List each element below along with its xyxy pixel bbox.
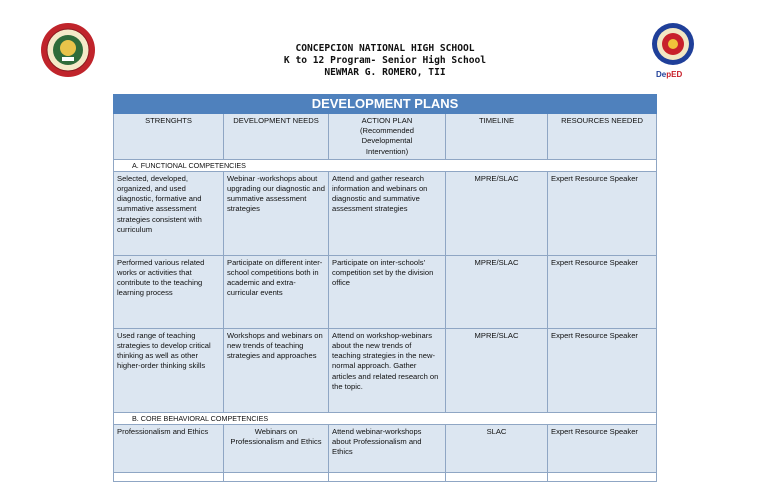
col-header-resources: RESOURCES NEEDED [548, 114, 657, 160]
section-row-core-behavioral [114, 412, 657, 424]
section-label-functional: A. FUNCTIONAL COMPETENCIES [114, 159, 657, 171]
cell-action: Participate on inter-schools' competition set by the division office [329, 255, 446, 328]
cell-resources: Expert Resource Speaker [548, 171, 657, 255]
cell-need: Participate on different inter-school competitions both in academic and extra-curricular events [224, 255, 329, 328]
program-name: K to 12 Program- Senior High School [283, 55, 487, 66]
cell-need: Workshops and webinars on new trends of teaching strategies and approaches [224, 328, 329, 412]
table-header-row [114, 114, 657, 160]
table-title-row [114, 95, 657, 114]
col-header-strengths: STRENGHTS [114, 114, 224, 160]
document-header [230, 43, 540, 79]
cell-action: Attend on workshop-webinars about the new trends of teaching strategies in the new-normal approach. Gather articles and related research on the topic. [329, 328, 446, 412]
table-row [114, 171, 657, 255]
cell-resources: Expert Resource Speaker [548, 424, 657, 472]
table-title: DEVELOPMENT PLANS [114, 95, 657, 114]
empty-row [114, 472, 657, 481]
cell-strength: Selected, developed, organized, and used diagnostic, formative and summative assessment strategies consistent with curriculum [114, 171, 224, 255]
cell-resources: Expert Resource Speaker [548, 255, 657, 328]
school-seal-logo [40, 22, 96, 78]
section-label-core-behavioral: B. CORE BEHAVIORAL COMPETENCIES [114, 412, 657, 424]
col-header-development-needs: DEVELOPMENT NEEDS [224, 114, 329, 160]
section-row-functional [114, 159, 657, 171]
cell-need: Webinar -workshops about upgrading our diagnostic and summative assessment strategies [224, 171, 329, 255]
col-header-timeline: TIMELINE [446, 114, 548, 160]
cell-strength: Used range of teaching strategies to develop critical thinking as well as other higher-order thinking skills [114, 328, 224, 412]
cell-strength: Professionalism and Ethics [114, 424, 224, 472]
deped-seal-icon [648, 22, 698, 68]
teacher-name: NEWMAR G. ROMERO, TII [324, 67, 446, 78]
development-plans-table [113, 94, 657, 482]
deped-wordmark [656, 70, 682, 79]
cell-need: Webinars on Professionalism and Ethics [224, 424, 329, 472]
table-row [114, 328, 657, 412]
cell-timeline: SLAC [446, 424, 548, 472]
school-name: CONCEPCION NATIONAL HIGH SCHOOL [295, 43, 475, 54]
cell-resources: Expert Resource Speaker [548, 328, 657, 412]
empty-cell [446, 472, 548, 481]
col-header-action-plan: ACTION PLAN (Recommended Developmental Intervention) [329, 114, 446, 160]
table-row [114, 255, 657, 328]
deped-wordmark-ped: pED [666, 70, 683, 79]
cell-timeline: MPRE/SLAC [446, 328, 548, 412]
cell-timeline: MPRE/SLAC [446, 255, 548, 328]
table-row [114, 424, 657, 472]
empty-cell [548, 472, 657, 481]
cell-timeline: MPRE/SLAC [446, 171, 548, 255]
empty-cell [224, 472, 329, 481]
cell-action: Attend webinar-workshops about Professionalism and Ethics [329, 424, 446, 472]
empty-cell [114, 472, 224, 481]
cell-strength: Performed various related works or activities that contribute to the teaching learning process [114, 255, 224, 328]
deped-wordmark-de: De [656, 70, 667, 79]
cell-action: Attend and gather research information and webinars on diagnostic and summative assessment strategies [329, 171, 446, 255]
empty-cell [329, 472, 446, 481]
school-seal-icon [40, 22, 96, 78]
